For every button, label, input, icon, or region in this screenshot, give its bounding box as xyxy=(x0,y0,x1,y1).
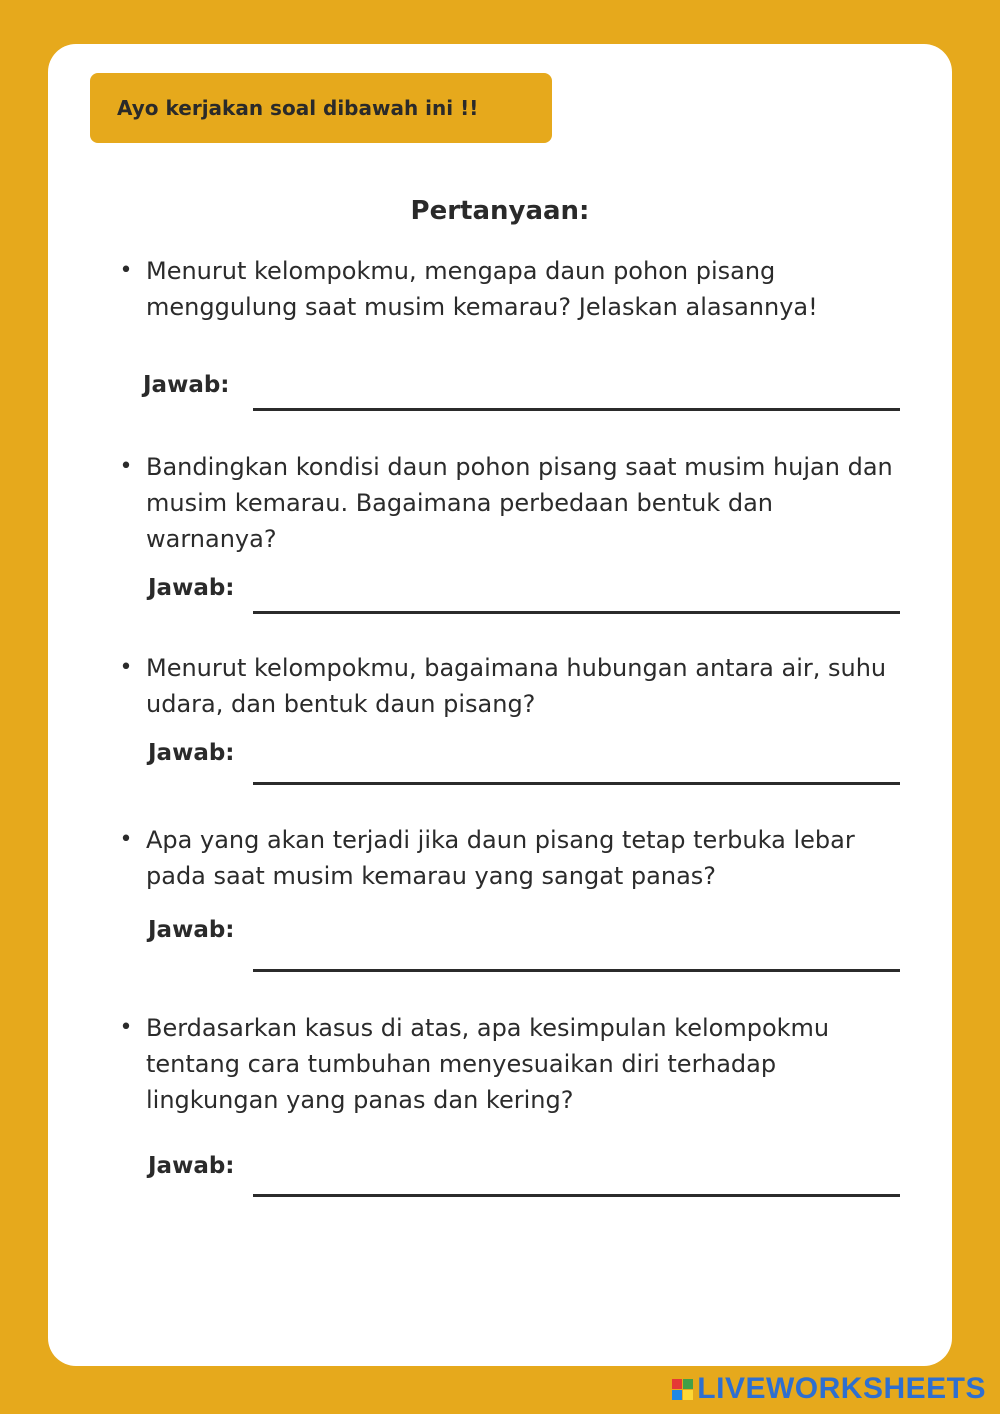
answer-line-5[interactable] xyxy=(253,1194,900,1197)
answer-line-3[interactable] xyxy=(253,782,900,785)
worksheet-card xyxy=(48,44,952,1366)
brand-name: LIVEWORKSHEETS xyxy=(697,1372,986,1405)
bullet-icon: • xyxy=(119,655,133,680)
answer-line-4[interactable] xyxy=(253,969,900,972)
question-3 xyxy=(119,650,906,722)
question-2 xyxy=(119,449,906,557)
answer-label: Jawab: xyxy=(148,740,235,766)
question-5 xyxy=(119,1010,906,1118)
section-heading: Pertanyaan: xyxy=(410,196,590,226)
question-text: Menurut kelompokmu, bagaimana hubungan antara air, suhu udara, dan bentuk daun pisang? xyxy=(146,654,887,718)
liveworksheets-logo-icon xyxy=(672,1379,693,1400)
logo-square xyxy=(672,1390,682,1400)
question-text: Bandingkan kondisi daun pohon pisang saat musim hujan dan musim kemarau. Bagaimana perbedaan bentuk dan warnanya? xyxy=(146,453,893,553)
question-text: Apa yang akan terjadi jika daun pisang tetap terbuka lebar pada saat musim kemarau yang sangat panas? xyxy=(146,826,855,890)
answer-label: Jawab: xyxy=(148,1153,235,1179)
bullet-icon: • xyxy=(119,258,133,283)
question-4 xyxy=(119,822,906,894)
liveworksheets-brand[interactable] xyxy=(672,1372,986,1406)
answer-line-2[interactable] xyxy=(253,611,900,614)
logo-square xyxy=(672,1379,682,1389)
bullet-icon: • xyxy=(119,1015,133,1040)
answer-label: Jawab: xyxy=(148,917,235,943)
answer-label: Jawab: xyxy=(143,372,230,398)
bullet-icon: • xyxy=(119,827,133,852)
instruction-banner xyxy=(90,73,552,143)
question-text: Berdasarkan kasus di atas, apa kesimpulan kelompokmu tentang cara tumbuhan menyesuaikan diri terhadap lingkungan yang panas dan kering? xyxy=(146,1014,830,1114)
answer-label: Jawab: xyxy=(148,575,235,601)
question-1 xyxy=(119,253,906,325)
logo-square xyxy=(683,1379,693,1389)
question-text: Menurut kelompokmu, mengapa daun pohon pisang menggulung saat musim kemarau? Jelaskan alasannya! xyxy=(146,257,818,321)
logo-square xyxy=(683,1390,693,1400)
instruction-text: Ayo kerjakan soal dibawah ini !! xyxy=(117,96,479,120)
bullet-icon: • xyxy=(119,454,133,479)
answer-line-1[interactable] xyxy=(253,408,900,411)
